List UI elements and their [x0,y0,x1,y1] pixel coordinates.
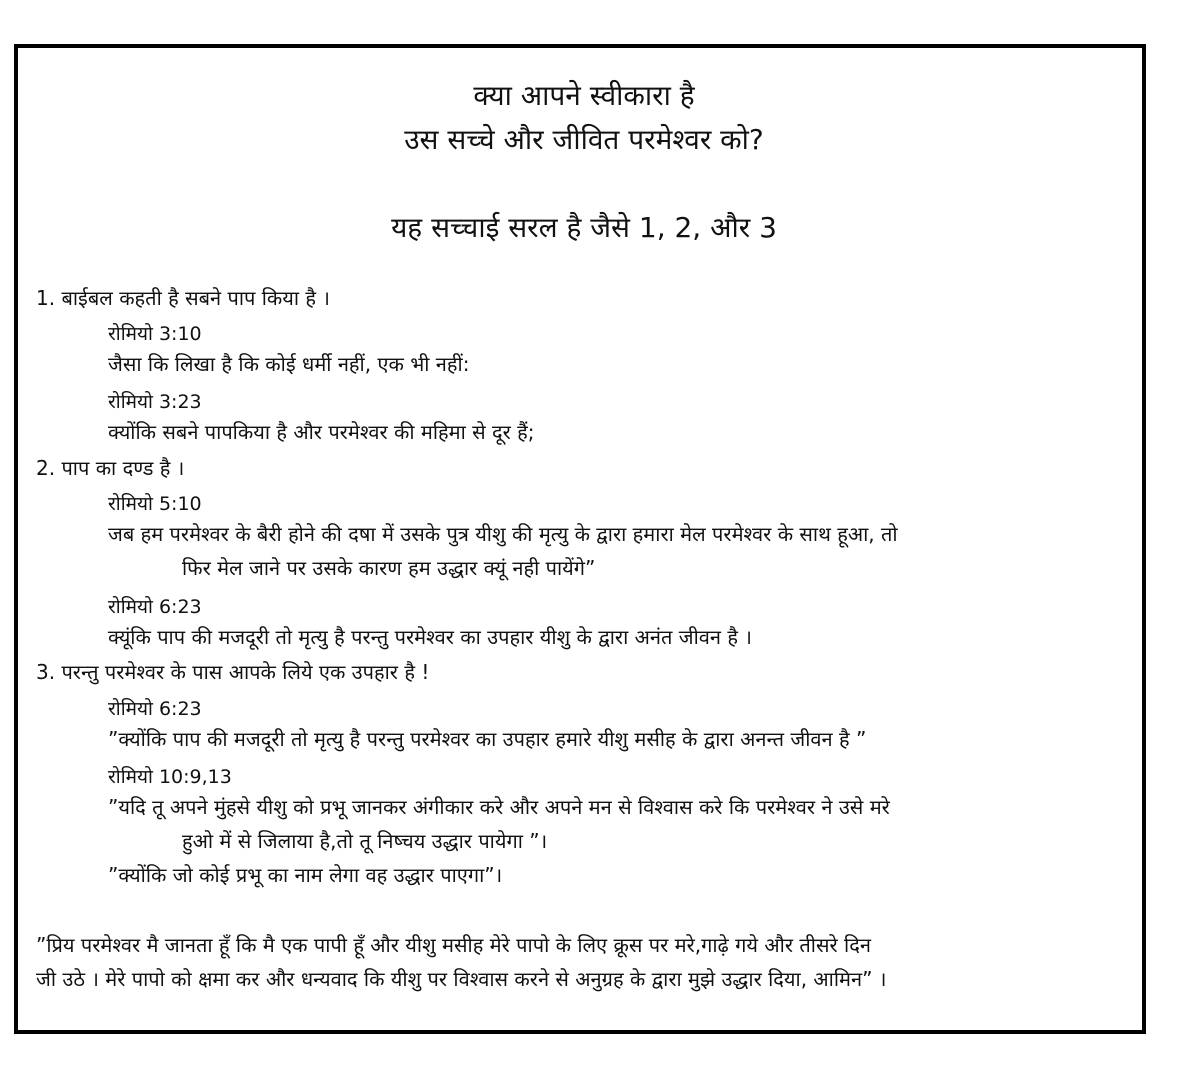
section-3-title: 3. परन्तु परमेश्वर के पास आपके लिये एक उपहार है ! [36,660,430,684]
section-2-verse-2: क्यूंकि पाप की मजदूरी तो मृत्यु है परन्तु परमेश्वर का उपहार यीशु के द्वारा अनंत जीवन है । [108,625,752,649]
section-2-ref-1: रोमियो 5:10 [108,493,202,515]
section-3-verse-1: ”क्योंकि पाप की मजदूरी तो मृत्यु है परन्तु परमेश्वर का उपहार हमारे यीशु मसीह के द्वारा अनन्त जीवन है ” [108,727,867,751]
section-1-ref-1: रोमियो 3:10 [108,323,202,345]
section-1-verse-1: जैसा कि लिखा है कि कोई धर्मी नहीं, एक भी नहीं: [108,352,470,376]
section-2-verse-1-line-1: जब हम परमेश्वर के बैरी होने की दषा में उसके पुत्र यीशु की मृत्यु के द्वारा हमारा मेल परमेश्वर के साथ हूआ, तो [108,522,898,546]
section-2-title: 2. पाप का दण्ड है । [36,456,185,480]
subtitle: यह सच्चाई सरल है जैसे 1, 2, और 3 [391,211,777,244]
heading-line-1: क्या आपने स्वीकारा है [473,79,695,112]
section-2-verse-1-line-2: फिर मेल जाने पर उसके कारण हम उद्धार क्यूं नही पायेंगे” [182,556,596,580]
section-3-verse-2-line-2: हुओ में से जिलाया है,तो तू निष्चय उद्धार पायेगा ”। [182,829,548,853]
section-3-ref-2: रोमियो 10:9,13 [108,766,232,788]
section-3-verse-3: ”क्योंकि जो कोई प्रभू का नाम लेगा वह उद्धार पाएगा”। [108,863,503,887]
document-frame [14,44,1146,1034]
prayer-line-1: ”प्रिय परमेश्वर मै जानता हूँ कि मै एक पापी हूँ और यीशु मसीह मेरे पापो के लिए क्रूस पर मरे,गाढ़े गये और तीसरे दिन [36,933,871,957]
section-1-ref-2: रोमियो 3:23 [108,391,202,413]
section-1-verse-2: क्योंकि सबने पापकिया है और परमेश्वर की महिमा से दूर हैं; [108,420,535,444]
heading-line-2: उस सच्चे और जीवित परमेश्वर को? [404,123,764,156]
section-1-title: 1. बाईबल कहती है सबने पाप किया है । [36,286,330,310]
section-3-ref-1: रोमियो 6:23 [108,698,202,720]
section-3-verse-2-line-1: ”यदि तू अपने मुंहसे यीशु को प्रभू जानकर अंगीकार करे और अपने मन से विश्वास करे कि परमेश्वर ने उसे मरे [108,795,890,819]
prayer-line-2: जी उठे । मेरे पापो को क्षमा कर और धन्यवाद कि यीशु पर विश्वास करने से अनुग्रह के द्वारा मुझे उद्धार दिया, आमिन” । [36,967,887,991]
section-2-ref-2: रोमियो 6:23 [108,596,202,618]
